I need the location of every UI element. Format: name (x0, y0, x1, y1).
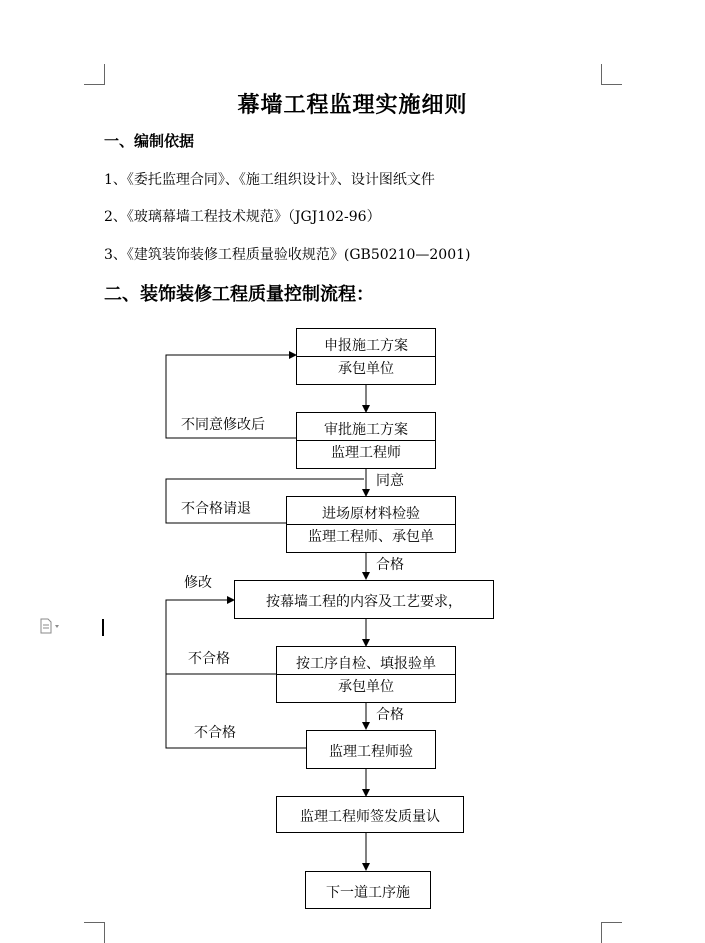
label-unqualified-return: 不合格请退 (181, 501, 251, 517)
flow-node-issue-quality (276, 796, 464, 833)
section-heading-basis: 一、编制依据 (104, 132, 195, 150)
label-agree: 同意 (376, 473, 404, 489)
label-revise: 修改 (184, 575, 212, 591)
flow-node-role: 监理工程师 (331, 445, 401, 461)
flow-node-text: 下一道工序施 (326, 885, 410, 901)
basis-item-1: 1、《委托监理合同》、《施工组织设计》、设计图纸文件 (104, 172, 435, 188)
flow-node-text: 监理工程师验 (329, 744, 413, 760)
flow-node-next-process (305, 871, 431, 909)
label-qualified-2: 合格 (376, 707, 404, 723)
flow-node-text: 进场原材料检验 (322, 506, 420, 522)
flow-node-text: 审批施工方案 (324, 422, 408, 438)
flow-node-submit-plan (296, 328, 436, 385)
document-icon[interactable] (40, 618, 62, 638)
basis-item-2: 2、《玻璃幕墙工程技术规范》（JGJ102-96） (104, 209, 381, 225)
text-cursor (102, 619, 104, 636)
flow-node-text: 申报施工方案 (324, 338, 408, 354)
flow-node-text: 监理工程师签发质量认 (300, 809, 440, 825)
flow-node-self-check (276, 646, 456, 703)
flow-node-approve-plan (296, 412, 436, 469)
label-qualified-1: 合格 (376, 557, 404, 573)
flow-node-text: 按工序自检、填报验单 (296, 656, 436, 672)
flow-node-role: 承包单位 (338, 679, 394, 695)
flow-node-material-inspection (286, 496, 456, 553)
flow-node-role: 承包单位 (338, 361, 394, 377)
basis-item-3: 3、《建筑装饰装修工程质量验收规范》(GB50210—2001) (104, 247, 471, 263)
flow-node-requirements (234, 580, 494, 619)
section-heading-flow: 二、装饰装修工程质量控制流程： (104, 284, 374, 305)
flow-node-text: 按幕墙工程的内容及工艺要求， (266, 594, 462, 610)
flow-node-role: 监理工程师、承包单 (308, 529, 434, 545)
flow-node-supervisor-check (306, 730, 436, 769)
label-unqualified-2: 不合格 (194, 725, 236, 741)
label-unqualified-1: 不合格 (188, 651, 230, 667)
document-title: 幕墙工程监理实施细则 (237, 92, 468, 118)
label-reject-revise: 不同意修改后 (181, 417, 265, 433)
